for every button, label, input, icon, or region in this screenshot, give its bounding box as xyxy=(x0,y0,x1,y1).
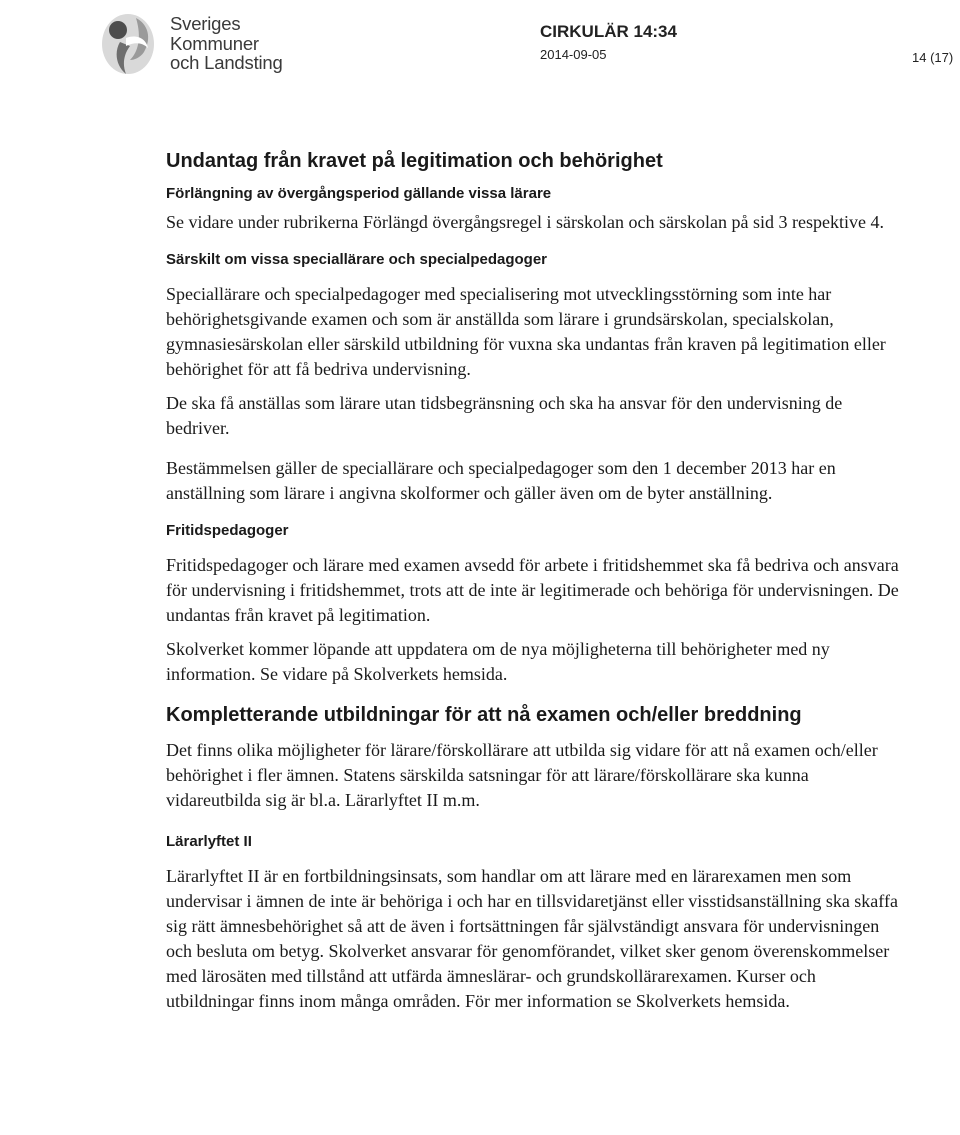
paragraph: Lärarlyftet II är en fortbildningsinsats, som handlar om att lärare med en lärarexamen men som undervisar i ämnen de inte är behöriga i och har en tillsvidaretjänst eller visstidsanställning ska skaffa sig rätt ämnesbehörighet så att de även i fortsättningen får självständigt ansvara för undervisningen och besluta om betyg. Skolverket ansvarar för genomförandet, vilket sker genom överenskommelser med lärosäten med tillstånd att utfärda ämneslärar- och grundskollärarexamen. Kurser och utbildningar finns inom många områden. För mer information se Skolverkets hemsida. xyxy=(166,866,898,1011)
subheading-forlangning: Förlängning av övergångsperiod gällande vissa lärare xyxy=(166,185,552,202)
circular-number: CIRKULÄR 14:34 xyxy=(540,22,677,41)
circular-date: 2014-09-05 xyxy=(540,47,607,62)
page-number: 14 (17) xyxy=(912,50,954,65)
document-body xyxy=(166,148,906,1023)
subheading-lararlyftet: Lärarlyftet II xyxy=(166,833,252,850)
paragraph: Bestämmelsen gäller de speciallärare och specialpedagoger som den 1 december 2013 har en anställning som lärare i angivna skolformer och gäller även om de byter anställning. xyxy=(166,458,836,503)
paragraph: Se vidare under rubrikerna Förlängd övergångsregel i särskolan och särskolan på sid 3 respektive 4. xyxy=(166,212,884,232)
paragraph: Skolverket kommer löpande att uppdatera om de nya möjligheterna till behörigheter med ny information. Se vidare på Skolverkets hemsida. xyxy=(166,639,830,684)
paragraph: Fritidspedagoger och lärare med examen avsedd för arbete i fritidshemmet ska få bedriva och ansvara för undervisning i fritidshemmet, trots att de inte är legitimerade och behöriga för undervisningen. De undantas från kravet på legitimation. xyxy=(166,555,899,625)
section-title: Undantag från kravet på legitimation och behörighet xyxy=(166,150,663,172)
org-name-line1: Sveriges xyxy=(170,13,241,34)
org-name xyxy=(170,14,283,73)
paragraph: De ska få anställas som lärare utan tidsbegränsning och ska ha ansvar för den undervisning de bedriver. xyxy=(166,393,843,438)
org-name-line2: Kommuner xyxy=(170,32,259,54)
org-name-line3: och Landsting xyxy=(170,52,283,73)
paragraph: Speciallärare och specialpedagoger med specialisering mot utvecklingsstörning som inte har behörighetsgivande examen och som är anställda som lärare i grundsärskolan, specialskolan, gymnasiesärskolan eller särskild utbildning för vuxna ska undantas från kraven på legitimation eller behörighet för att få bedriva undervisning. xyxy=(166,284,886,379)
paragraph: Det finns olika möjligheter för lärare/förskollärare att utbilda sig vidare för att nå examen och/eller behörighet i fler ämnen. Statens särskilda satsningar för att lärare/förskollärare ska kunna vidareutbilda sig är bl.a. Lärarlyftet II m.m. xyxy=(166,740,878,810)
subheading-fritidspedagoger: Fritidspedagoger xyxy=(166,522,289,539)
subheading-speciallarare: Särskilt om vissa speciallärare och specialpedagoger xyxy=(166,251,548,268)
skl-logo-icon xyxy=(96,8,164,78)
section-title-kompletterande: Kompletterande utbildningar för att nå examen och/eller breddning xyxy=(166,704,802,726)
